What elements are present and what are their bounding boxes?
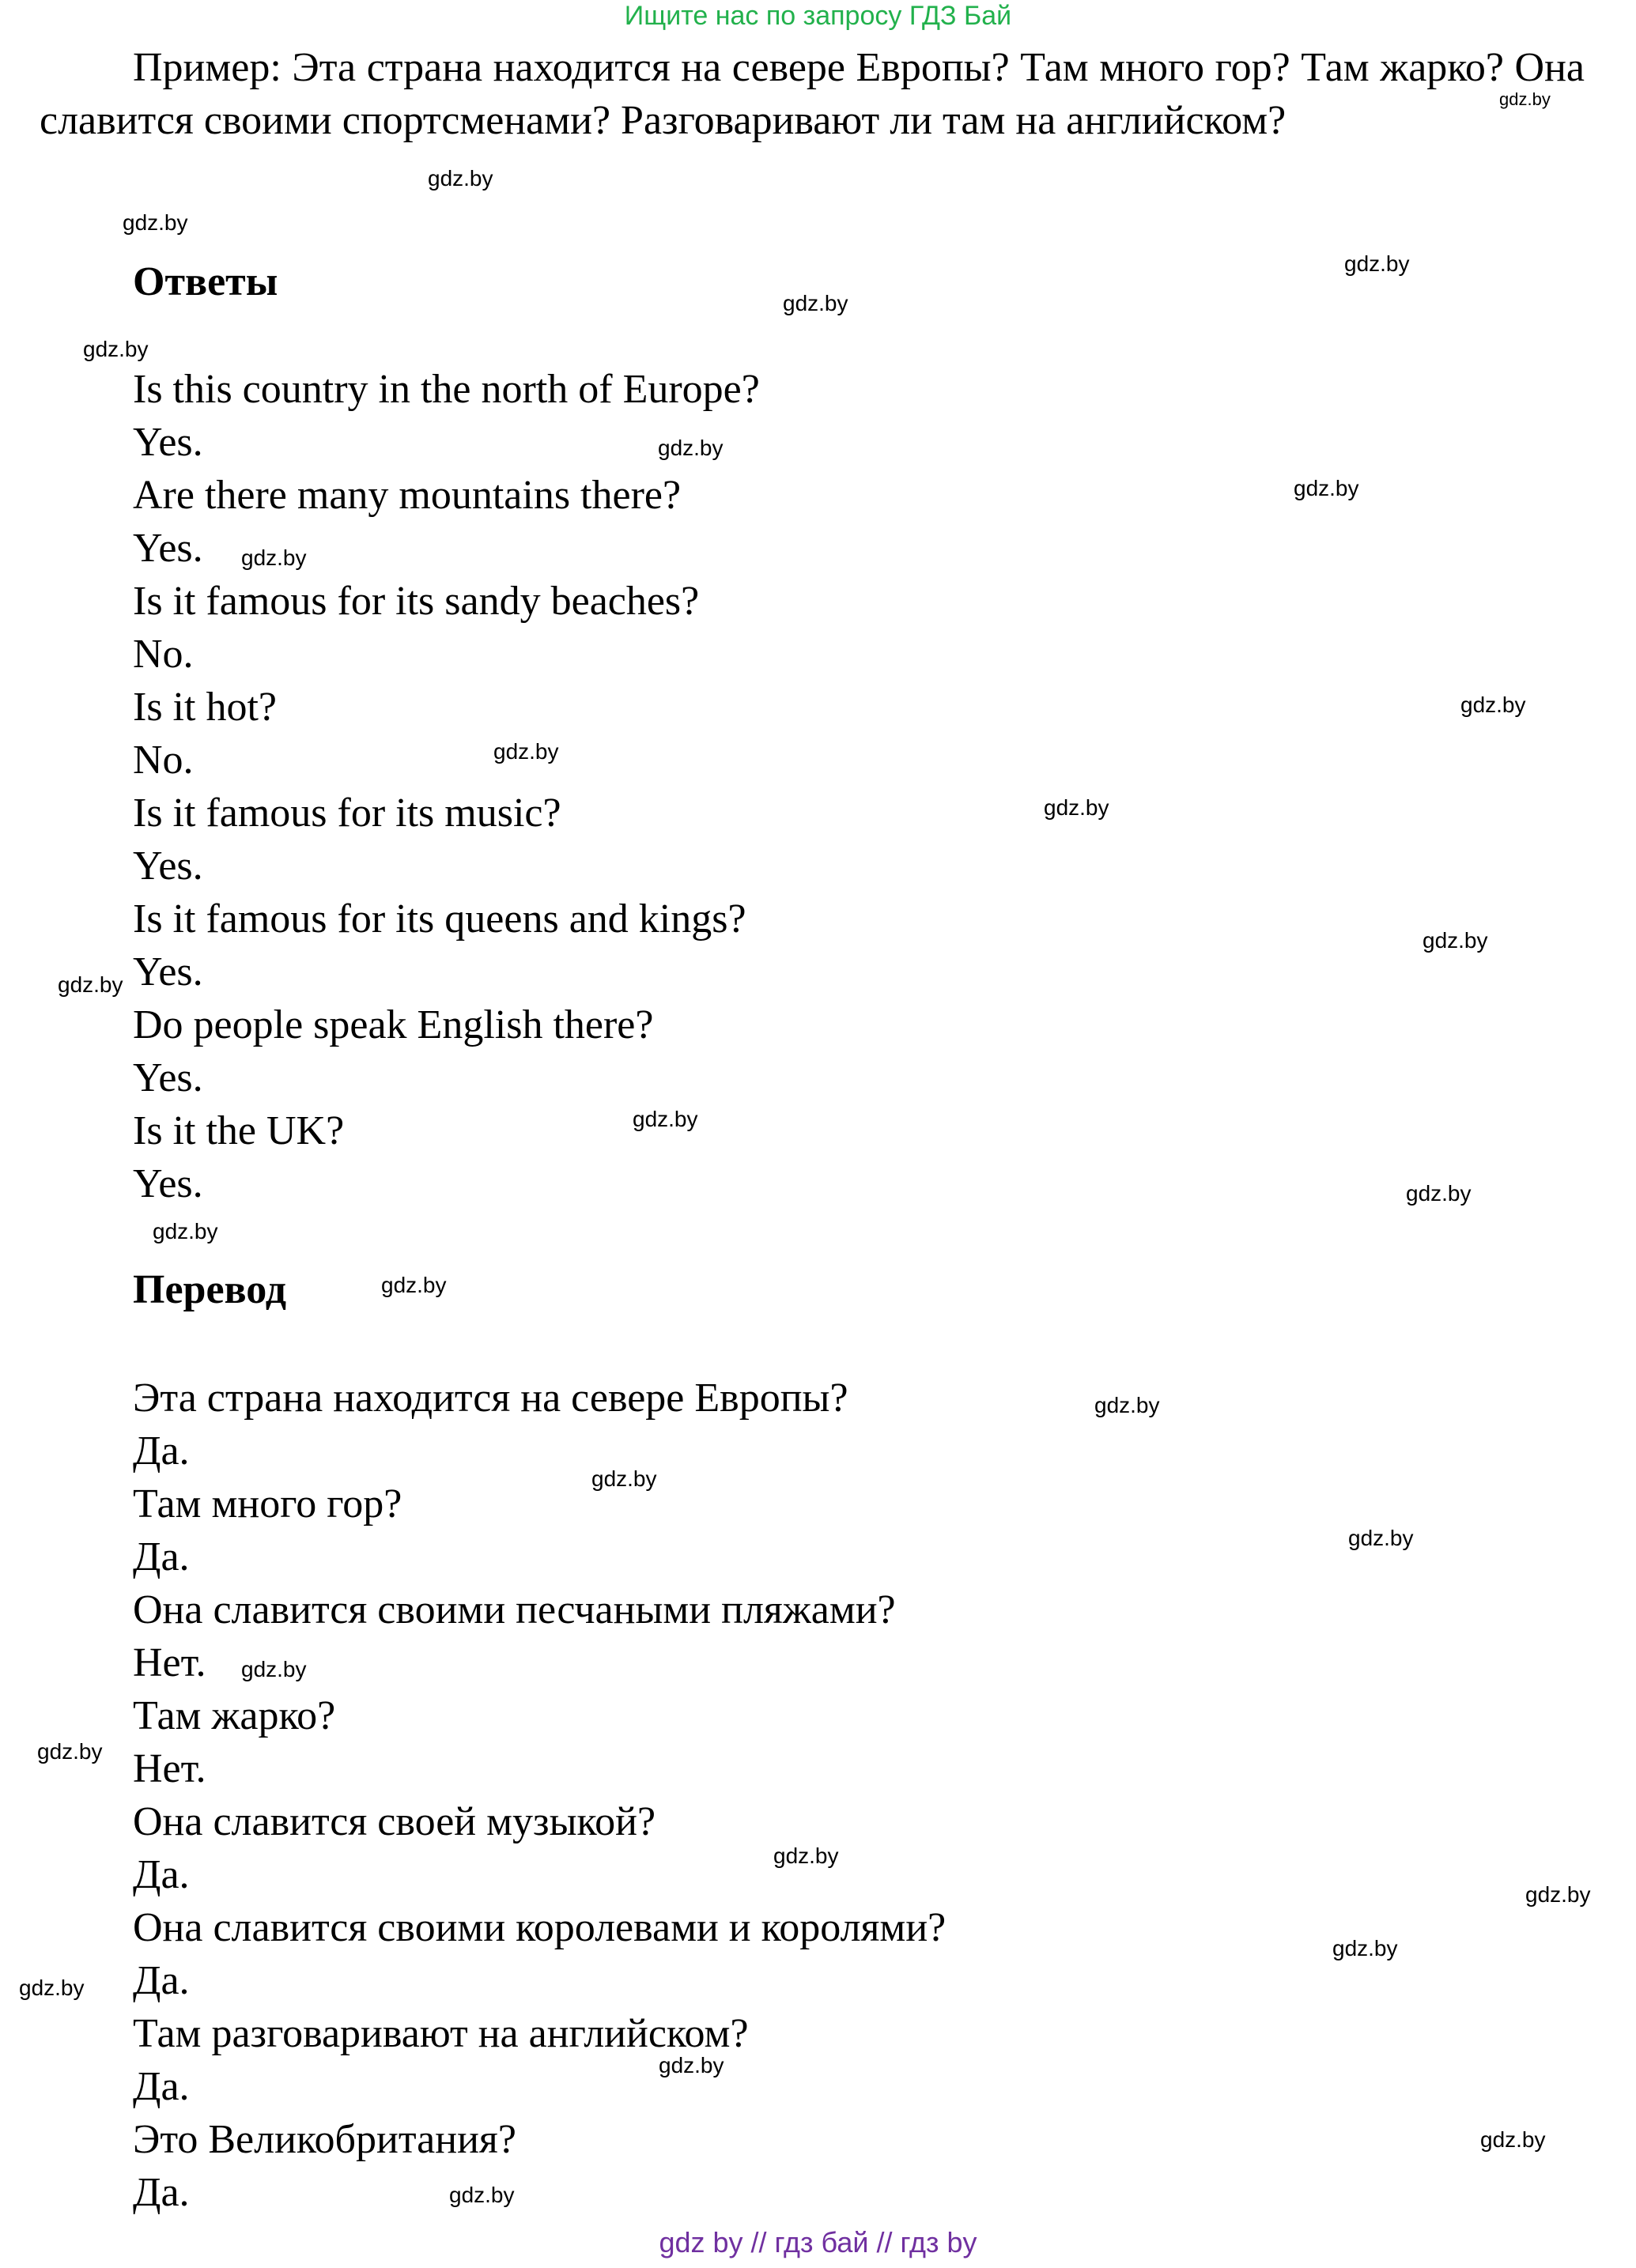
watermark: gdz.by — [1525, 1882, 1591, 1907]
watermark: gdz.by — [123, 210, 188, 235]
watermark: gdz.by — [1423, 928, 1488, 953]
watermark: gdz.by — [153, 1219, 218, 1243]
watermark: gdz.by — [658, 436, 724, 460]
translation-line: Там жарко? — [133, 1693, 336, 1738]
watermark: gdz.by — [773, 1843, 839, 1868]
answers-heading: Ответы — [133, 259, 278, 304]
translation-list — [133, 1372, 946, 2219]
watermark: gdz.by — [1406, 1181, 1472, 1206]
translation-line: Эта страна находится на севере Европы? — [133, 1376, 848, 1421]
answer-line: Do people speak English there? — [133, 1002, 654, 1047]
watermark: gdz.by — [1348, 1526, 1414, 1550]
answers-list — [133, 363, 760, 1210]
watermark: gdz.by — [241, 545, 307, 570]
watermark: gdz.by — [1460, 692, 1526, 717]
watermark: gdz.by — [83, 337, 149, 361]
answer-line: Is it hot? — [133, 685, 277, 730]
watermark: gdz.by — [659, 2053, 724, 2077]
translation-line: Там много гор? — [133, 1481, 402, 1526]
watermark: gdz.by — [1044, 795, 1109, 820]
watermark: gdz.by — [381, 1273, 447, 1297]
answer-line: Yes. — [133, 1055, 203, 1100]
answer-line: Is it famous for its music? — [133, 791, 561, 836]
translation-heading: Перевод — [133, 1267, 287, 1312]
answer-line: Yes. — [133, 1161, 203, 1206]
translation-line: Да. — [133, 1852, 190, 1897]
translation-line: Там разговаривают на английском? — [133, 2011, 749, 2056]
translation-line: Нет. — [133, 1746, 206, 1791]
watermark: gdz.by — [1294, 476, 1359, 500]
watermark: gdz.by — [493, 739, 559, 764]
answer-line: Is this country in the north of Europe? — [133, 367, 760, 412]
answer-line: No. — [133, 738, 194, 783]
answer-line: Yes. — [133, 949, 203, 994]
watermark: gdz.by — [58, 972, 123, 997]
footer-links: gdz by // гдз бай // гдз by — [659, 2226, 977, 2259]
watermark: gdz.by — [428, 166, 493, 191]
answer-line: No. — [133, 632, 194, 677]
watermark: gdz.by — [633, 1107, 698, 1131]
answer-line: Yes. — [133, 843, 203, 889]
example-paragraph: Пример: Эта страна находится на севере Европы? Там много гор? Там жарко? Она славится своими спортсменами? Разговаривают ли там на английском? — [40, 45, 1585, 143]
translation-line: Да. — [133, 1534, 190, 1579]
answer-line: Yes. — [133, 420, 203, 465]
translation-line: Да. — [133, 1958, 190, 2003]
watermark: gdz.by — [1332, 1936, 1398, 1960]
translation-line: Нет. — [133, 1640, 206, 1685]
translation-line: Это Великобритания? — [133, 2117, 516, 2162]
translation-line: Да. — [133, 1428, 190, 1474]
watermark: gdz.by — [241, 1657, 307, 1681]
watermark: gdz.by — [591, 1466, 657, 1491]
watermark: gdz.by — [1480, 2127, 1546, 2152]
translation-line: Да. — [133, 2170, 190, 2215]
watermark: gdz.by — [783, 291, 848, 315]
translation-line: Она славится своей музыкой? — [133, 1799, 656, 1844]
answer-line: Yes. — [133, 526, 203, 571]
watermark: gdz.by — [1094, 1393, 1160, 1417]
watermark: gdz.by — [19, 1976, 85, 2000]
answer-line: Is it famous for its queens and kings? — [133, 896, 746, 942]
watermark: gdz.by — [1499, 89, 1551, 109]
watermark: gdz.by — [1344, 251, 1410, 276]
answer-line: Are there many mountains there? — [133, 473, 682, 518]
site-banner: Ищите нас по запросу ГДЗ Бай — [624, 1, 1012, 31]
watermark: gdz.by — [37, 1739, 103, 1764]
translation-line: Да. — [133, 2064, 190, 2109]
translation-line: Она славится своими песчаными пляжами? — [133, 1587, 896, 1632]
answer-line: Is it famous for its sandy beaches? — [133, 579, 700, 624]
answer-line: Is it the UK? — [133, 1108, 345, 1153]
translation-line: Она славится своими королевами и королями? — [133, 1905, 946, 1950]
watermark: gdz.by — [449, 2183, 515, 2207]
